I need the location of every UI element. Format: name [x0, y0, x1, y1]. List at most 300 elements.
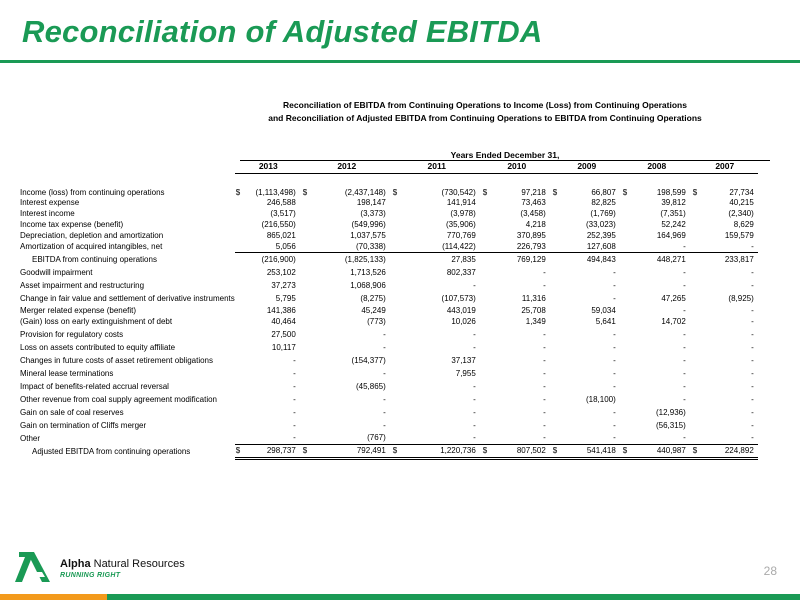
cell-value: -: [751, 382, 754, 391]
currency-symbol: [552, 252, 562, 266]
currency-symbol: [552, 219, 562, 230]
cell-value: -: [683, 395, 686, 404]
cell-value: 1,037,575: [350, 231, 386, 240]
cell-value: -: [543, 281, 546, 290]
cell-value: -: [383, 330, 386, 339]
currency-symbol: [302, 252, 312, 266]
row-label: Merger related expense (benefit): [20, 305, 137, 315]
currency-symbol: [552, 230, 562, 241]
table-row: [20, 354, 758, 367]
cell-value: 8,629: [733, 220, 754, 229]
currency-symbol: [302, 406, 312, 419]
currency-symbol: [482, 241, 492, 252]
currency-symbol: [392, 197, 402, 208]
row-label: Goodwill impairment: [20, 268, 93, 277]
cell-value: -: [543, 369, 546, 378]
cell-value: (216,550): [261, 220, 296, 229]
currency-symbol: [302, 367, 312, 380]
cell-value: -: [473, 395, 476, 404]
currency-symbol: [482, 279, 492, 292]
cell-value: (773): [367, 317, 386, 326]
currency-symbol: [552, 354, 562, 367]
cell-value: 66,807: [591, 188, 616, 197]
cell-value: -: [473, 330, 476, 339]
cell-value: 82,825: [591, 198, 616, 207]
cell-value: (8,925): [728, 294, 754, 303]
page-title: Reconciliation of Adjusted EBITDA: [22, 14, 543, 49]
currency-symbol: [622, 266, 632, 279]
cell-value: -: [613, 330, 616, 339]
cell-value: 865,021: [266, 231, 296, 240]
cell-value: 5,056: [245, 241, 302, 252]
cell-value: -: [683, 268, 686, 277]
currency-symbol: [392, 406, 402, 419]
currency-symbol: [622, 315, 632, 328]
year-header-2013: 2013: [235, 160, 302, 173]
cell-value: (70,338): [312, 241, 392, 252]
logo-wordmark: [60, 558, 185, 570]
cell-value: 5,641: [595, 317, 616, 326]
currency-symbol: $: [235, 188, 241, 197]
currency-symbol: $: [622, 188, 628, 197]
cell-value: (3,373): [360, 209, 386, 218]
currency-symbol: [392, 432, 402, 444]
cell-value: -: [751, 343, 754, 352]
cell-value: -: [683, 305, 686, 315]
cell-value: 159,579: [724, 231, 754, 240]
currency-symbol: [392, 230, 402, 241]
currency-symbol: [302, 230, 312, 241]
cell-value: 40,464: [271, 317, 296, 326]
currency-symbol: [692, 354, 702, 367]
currency-symbol: [622, 341, 632, 354]
currency-symbol: [482, 419, 492, 432]
currency-symbol: [235, 292, 245, 305]
cell-value: -: [613, 382, 616, 391]
table-row: [20, 419, 758, 432]
cell-value: (33,023): [585, 220, 616, 229]
table-row: [20, 432, 758, 444]
currency-symbol: [302, 393, 312, 406]
cell-value: (2,340): [728, 209, 754, 218]
cell-value: -: [683, 369, 686, 378]
currency-symbol: [482, 380, 492, 393]
cell-value: (549,996): [351, 220, 386, 229]
currency-symbol: [692, 252, 702, 266]
currency-symbol: $: [692, 188, 698, 197]
currency-symbol: [552, 328, 562, 341]
currency-symbol: [392, 266, 402, 279]
currency-symbol: [552, 367, 562, 380]
currency-symbol: [302, 266, 312, 279]
cell-value: 47,265: [661, 294, 686, 303]
cell-value: -: [473, 343, 476, 352]
table-row: [20, 252, 758, 266]
table-row: [20, 241, 758, 252]
currency-symbol: [552, 419, 562, 432]
year-header-2010: 2010: [482, 160, 552, 173]
currency-symbol: [482, 197, 492, 208]
cell-value: -: [751, 317, 754, 326]
currency-symbol: [552, 432, 562, 444]
row-label: Adjusted EBITDA from continuing operations: [32, 446, 191, 456]
currency-symbol: [235, 432, 245, 444]
currency-symbol: $: [692, 444, 702, 458]
currency-symbol: [235, 305, 245, 315]
cell-value: 226,793: [492, 241, 552, 252]
currency-symbol: [392, 341, 402, 354]
currency-symbol: [692, 393, 702, 406]
currency-symbol: [235, 241, 245, 252]
row-label: Income (loss) from continuing operations: [20, 188, 165, 197]
table-row: [20, 208, 758, 219]
currency-symbol: [622, 393, 632, 406]
year-header-2009: 2009: [552, 160, 622, 173]
row-label: Change in fair value and settlement of derivative instruments: [20, 294, 235, 303]
currency-symbol: [692, 328, 702, 341]
row-label: Other: [20, 433, 41, 443]
cell-value: 7,955: [455, 369, 476, 378]
row-label: Gain on termination of Cliffs merger: [20, 421, 147, 430]
cell-value: 39,812: [661, 198, 686, 207]
cell-value: 127,608: [562, 241, 622, 252]
cell-value: 40,215: [729, 198, 754, 207]
cell-value: 198,599: [656, 188, 686, 197]
cell-value: -: [245, 432, 302, 444]
cell-value: 59,034: [591, 305, 616, 315]
currency-symbol: [552, 341, 562, 354]
cell-value: -: [632, 432, 692, 444]
cell-value: 11,316: [521, 294, 546, 303]
cell-value: (1,113,498): [255, 188, 296, 197]
currency-symbol: [482, 305, 492, 315]
cell-value: 4,218: [525, 220, 546, 229]
currency-symbol: [235, 230, 245, 241]
cell-value: 541,418: [562, 444, 622, 458]
cell-value: -: [751, 268, 754, 277]
row-label: Depreciation, depletion and amortization: [20, 231, 164, 240]
logo-name-bold: Alpha: [60, 558, 91, 570]
cell-value: -: [543, 408, 546, 417]
currency-symbol: [482, 341, 492, 354]
cell-value: -: [293, 408, 296, 417]
cell-value: -: [293, 382, 296, 391]
table-row: [20, 341, 758, 354]
cell-value: -: [751, 305, 754, 315]
ebitda-reconciliation-table: [20, 160, 758, 460]
cell-value: (1,825,133): [344, 254, 386, 264]
currency-symbol: [482, 252, 492, 266]
currency-symbol: [302, 315, 312, 328]
currency-symbol: [235, 279, 245, 292]
currency-symbol: [622, 230, 632, 241]
cell-value: -: [751, 330, 754, 339]
cell-value: -: [492, 432, 552, 444]
year-header-2007: 2007: [692, 160, 758, 173]
cell-value: 370,895: [516, 231, 546, 240]
year-header-2011: 2011: [392, 160, 482, 173]
cell-value: -: [613, 281, 616, 290]
footer-bar-orange: [0, 594, 107, 600]
currency-symbol: $: [392, 444, 402, 458]
cell-value: 1,713,526: [350, 268, 386, 277]
currency-symbol: [622, 305, 632, 315]
table-row: [20, 292, 758, 305]
currency-symbol: [622, 279, 632, 292]
row-label: Interest income: [20, 209, 75, 218]
table-row: [20, 173, 758, 197]
table-row: [20, 230, 758, 241]
currency-symbol: [622, 419, 632, 432]
cell-value: 10,026: [451, 317, 476, 326]
currency-symbol: [692, 279, 702, 292]
currency-symbol: [622, 292, 632, 305]
cell-value: (3,458): [520, 209, 546, 218]
cell-value: -: [543, 382, 546, 391]
cell-value: -: [702, 432, 758, 444]
cell-value: 141,914: [446, 198, 476, 207]
currency-symbol: [392, 393, 402, 406]
cell-value: (12,936): [655, 408, 686, 417]
cell-value: 10,117: [271, 343, 296, 352]
row-label: Impact of benefits-related accrual reversal: [20, 382, 169, 391]
currency-symbol: [482, 292, 492, 305]
row-label: Provision for regulatory costs: [20, 330, 124, 339]
currency-symbol: [552, 305, 562, 315]
currency-symbol: $: [482, 188, 488, 197]
currency-symbol: [692, 208, 702, 219]
cell-value: 141,386: [266, 305, 296, 315]
page-number: 28: [763, 564, 777, 578]
table-row: [20, 279, 758, 292]
table-row: [20, 380, 758, 393]
cell-value: (3,978): [450, 209, 476, 218]
currency-symbol: [235, 252, 245, 266]
cell-value: -: [383, 343, 386, 352]
currency-symbol: [622, 328, 632, 341]
cell-value: (114,422): [402, 241, 482, 252]
cell-value: (107,573): [441, 294, 476, 303]
currency-symbol: [552, 266, 562, 279]
row-label: Income tax expense (benefit): [20, 220, 124, 229]
cell-value: 770,769: [446, 231, 476, 240]
currency-symbol: [692, 406, 702, 419]
currency-symbol: [235, 367, 245, 380]
currency-symbol: $: [622, 444, 632, 458]
currency-symbol: [622, 197, 632, 208]
currency-symbol: [482, 328, 492, 341]
alpha-logo-icon: [12, 546, 56, 584]
currency-symbol: [552, 380, 562, 393]
currency-symbol: [235, 341, 245, 354]
cell-value: 440,987: [632, 444, 692, 458]
logo-tagline: RUNNING RIGHT: [60, 572, 121, 579]
cell-value: 73,463: [521, 198, 546, 207]
row-label: Loss on assets contributed to equity affiliate: [20, 343, 176, 352]
cell-value: 224,892: [702, 444, 758, 458]
cell-value: 27,500: [271, 330, 296, 339]
currency-symbol: [302, 219, 312, 230]
cell-value: 45,249: [361, 305, 386, 315]
currency-symbol: $: [482, 444, 492, 458]
cell-value: -: [613, 356, 616, 365]
title-divider: [0, 60, 800, 63]
cell-value: 1,220,736: [402, 444, 482, 458]
row-label: Gain on sale of coal reserves: [20, 408, 124, 417]
currency-symbol: [622, 252, 632, 266]
currency-symbol: [552, 393, 562, 406]
cell-value: -: [683, 281, 686, 290]
currency-symbol: [235, 208, 245, 219]
cell-value: (1,769): [590, 209, 616, 218]
table-row: [20, 266, 758, 279]
cell-value: -: [613, 369, 616, 378]
row-label: Other revenue from coal supply agreement modification: [20, 395, 217, 404]
cell-value: 52,242: [661, 220, 686, 229]
currency-symbol: [302, 197, 312, 208]
cell-value: 97,218: [521, 188, 546, 197]
currency-symbol: [622, 380, 632, 393]
currency-symbol: [392, 252, 402, 266]
cell-value: -: [751, 408, 754, 417]
cell-value: -: [383, 369, 386, 378]
currency-symbol: [302, 354, 312, 367]
currency-symbol: [302, 432, 312, 444]
currency-symbol: [482, 315, 492, 328]
cell-value: -: [751, 395, 754, 404]
currency-symbol: [392, 241, 402, 252]
cell-value: 37,137: [451, 356, 476, 365]
currency-symbol: [235, 380, 245, 393]
table-row: [20, 393, 758, 406]
cell-value: 27,734: [729, 188, 754, 197]
currency-symbol: [302, 341, 312, 354]
cell-value: -: [683, 330, 686, 339]
subtitle-line-1: Reconciliation of EBITDA from Continuing Operations to Income (Loss) from Continuing Operations: [283, 100, 687, 110]
table-row: [20, 367, 758, 380]
currency-symbol: [552, 208, 562, 219]
currency-symbol: [692, 219, 702, 230]
cell-value: (56,315): [655, 421, 686, 430]
cell-value: -: [473, 421, 476, 430]
table-row: [20, 406, 758, 419]
cell-value: 198,147: [356, 198, 386, 207]
cell-value: -: [543, 268, 546, 277]
currency-symbol: [482, 208, 492, 219]
cell-value: (8,275): [360, 294, 386, 303]
currency-symbol: [692, 380, 702, 393]
cell-value: -: [702, 241, 758, 252]
row-label: Changes in future costs of asset retirement obligations: [20, 356, 213, 365]
cell-value: 792,491: [312, 444, 392, 458]
cell-value: 802,337: [446, 268, 476, 277]
currency-symbol: [235, 315, 245, 328]
cell-value: -: [613, 421, 616, 430]
currency-symbol: [235, 419, 245, 432]
table-row: [20, 444, 758, 458]
cell-value: 298,737: [245, 444, 302, 458]
currency-symbol: [392, 328, 402, 341]
cell-value: (154,377): [351, 356, 386, 365]
currency-symbol: [692, 241, 702, 252]
row-label: Asset impairment and restructuring: [20, 281, 145, 290]
currency-symbol: [302, 305, 312, 315]
currency-symbol: [622, 367, 632, 380]
table-row: [20, 305, 758, 315]
cell-value: -: [751, 281, 754, 290]
currency-symbol: [392, 354, 402, 367]
table-row: [20, 315, 758, 328]
cell-value: -: [613, 294, 616, 303]
currency-symbol: [552, 241, 562, 252]
year-header-2012: 2012: [302, 160, 392, 173]
currency-symbol: $: [302, 444, 312, 458]
row-label: (Gain) loss on early extinguishment of debt: [20, 317, 173, 326]
row-label: EBITDA from continuing operations: [32, 254, 157, 264]
currency-symbol: [392, 419, 402, 432]
cell-value: 25,708: [521, 305, 546, 315]
currency-symbol: [622, 241, 632, 252]
currency-symbol: [622, 432, 632, 444]
currency-symbol: [692, 419, 702, 432]
cell-value: 253,102: [266, 268, 296, 277]
cell-value: -: [293, 356, 296, 365]
cell-value: -: [293, 421, 296, 430]
currency-symbol: [692, 315, 702, 328]
currency-symbol: [235, 219, 245, 230]
currency-symbol: [622, 354, 632, 367]
cell-value: -: [543, 343, 546, 352]
currency-symbol: [482, 393, 492, 406]
cell-value: 5,795: [275, 294, 296, 303]
currency-symbol: [392, 292, 402, 305]
currency-symbol: [302, 328, 312, 341]
currency-symbol: $: [552, 188, 558, 197]
currency-symbol: [235, 266, 245, 279]
currency-symbol: [622, 208, 632, 219]
currency-symbol: [392, 219, 402, 230]
period-header: Years Ended December 31,: [450, 150, 560, 160]
cell-value: 1,068,906: [350, 281, 386, 290]
cell-value: -: [473, 281, 476, 290]
currency-symbol: [692, 305, 702, 315]
currency-symbol: $: [302, 188, 308, 197]
currency-symbol: $: [552, 444, 562, 458]
cell-value: 448,271: [656, 254, 686, 264]
cell-value: -: [683, 343, 686, 352]
cell-value: (767): [312, 432, 392, 444]
cell-value: -: [613, 408, 616, 417]
currency-symbol: [235, 393, 245, 406]
row-label: Amortization of acquired intangibles, net: [20, 242, 163, 251]
currency-symbol: [692, 432, 702, 444]
cell-value: -: [293, 369, 296, 378]
currency-symbol: [482, 354, 492, 367]
cell-value: -: [751, 369, 754, 378]
cell-value: (216,900): [261, 254, 296, 264]
cell-value: -: [402, 432, 482, 444]
row-label: Interest expense: [20, 198, 80, 207]
currency-symbol: [302, 419, 312, 432]
cell-value: 233,817: [724, 254, 754, 264]
currency-symbol: $: [235, 444, 245, 458]
currency-symbol: [552, 315, 562, 328]
currency-symbol: [622, 219, 632, 230]
cell-value: 164,969: [656, 231, 686, 240]
currency-symbol: [692, 341, 702, 354]
currency-symbol: [392, 279, 402, 292]
cell-value: 14,702: [661, 317, 686, 326]
